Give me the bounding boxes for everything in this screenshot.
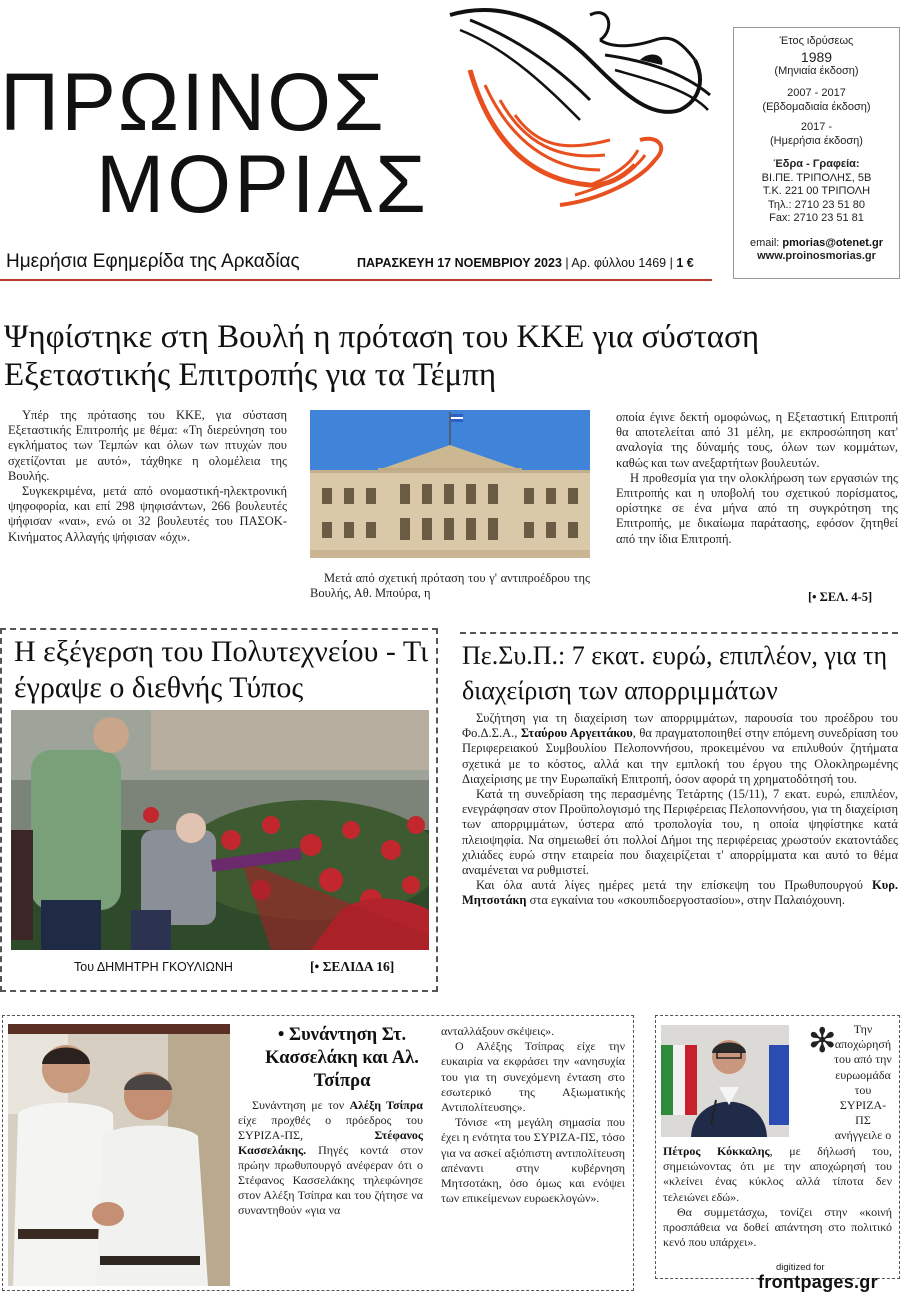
polytechnic-byline: Του ΔΗΜΗΤΡΗ ΓΚΟΥΛΙΩΝΗ [74,960,233,974]
lead-col-3: οποία έγινε δεκτή ομοφώνως, η Εξεταστική Επιτροπή θα αποτελείται από 31 μέλη, με εκπροσώπηση κατ' αναλογία της δύναμής τους, όλων των κομμάτων, καθώς και των ανεξαρτήτων βουλευτών. Η προθεσμία για την ολοκλήρωση των εργασιών της Επιτροπής και η υποβολή του σχετικού πορίσματος, ορίστηκε σε ένα μήνα από τη συγκρότηση της Επιτροπής, με δικαίωμα παράτασης, εφόσον ζητηθεί από την ίδια Επιτροπή. [616,410,898,546]
pesyp-body: Συζήτηση για τη διαχείριση των απορριμμάτων, παρουσία του προέδρου του Φο.Δ.Σ.Α., Σταύρου Αργειτάκου, θα πραγματοποιηθεί στην επόμενη συνεδρίαση του Περιφερειακού Συμβουλίου Πελοποννήσου, προκειμένου να επιλυθούν ζητήματα σχετικά με το κόστος, αλλά και την εμπλοκή του έργου της Ολοκληρωμένης Διαχείρισης με την Ευρωπαϊκή Επιτροπή, όσον αφορά τη χρηματοδότησή του. Κατά τη συνεδρίαση της περασμένης Τετάρτης (15/11), 7 εκατ. ευρώ, επιπλέον, ενεγράφησαν στον Προϋπολογισμό της Περιφέρειας Πελοποννήσου, για τη διαχείριση των απορριμμάτων, ύστερα από τροπολογία του, η οποία ψηφίστηκε κατά πλειοψηφία. Να σημειωθεί ότι πολλοί Δήμοι της περιφέρειας χρωστούν εκατοντάδες χιλιάδες ευρώ στην εταιρεία που διαχειρίζεται τ' απορρίμματα και αυτό το θέμα αναμένεται να ρυθμιστεί. Και όλα αυτά λίγες ημέρες μετά την επίσκεψη του Πρωθυπουργού Κυρ. Μητσοτάκη στα εγκαίνια του «σκουπιδοεργοστασίου», στην Παλαιόχουνη. [462,711,899,908]
pesyp-headline: Πε.Συ.Π.: 7 εκατ. ευρώ, επιπλέον, για τη διαχείριση των απορριμμάτων [462,641,888,705]
polytechnic-photo [11,710,429,950]
lead-page-ref[interactable]: [• ΣΕΛ. 4-5] [808,590,873,604]
parliament-photo [310,410,590,558]
issue-line: ΠΑΡΑΣΚΕΥΗ 17 ΝΟΕΜΒΡΙΟΥ 2023 | Αρ. φύλλου 1469 | 1 € [357,256,694,270]
meeting-headline: • Συνάντηση Στ. Κασσελάκη και Αλ. Τσίπρα [265,1025,419,1091]
lead-col-1: Υπέρ της πρότασης του ΚΚΕ, για σύσταση Εξεταστικής Επιτροπής με θέμα: «Τη διερεύνηση του εγκλήματος των Τεμπών και όλων των πτυχών που σχετίζονται με αυτό», τάχθηκε η ολομέλεια της Βουλής. Συγκεκριμένα, μετά από ονομαστική-ηλεκτρονική ψηφοφορία, και επί 298 ψηφισάντων, 266 βουλευτές ψήφισαν «ναι», ενώ οι 32 βουλευτές του ΠΑΣΟΚ-Κινήματος Αλλαγής ψήφισαν «όχι». [8,408,287,544]
dove-logo [440,0,730,225]
email-link[interactable]: pmorias@otenet.gr [782,236,883,249]
tsipras-kasselakis-photo [8,1024,230,1286]
lead-col-2: Μετά από σχετική πρόταση του γ' αντιπροέδρου της Βουλής, Αθ. Μπούρα, η [310,571,590,601]
masthead-title: ΠΡΩΙΝΟΣ ΜΟΡΙΑΣ [0,57,429,230]
kokkalis-body: Πέτρος Κόκκαλης, με δήλωσή του, σημειώνοντας ότι με την αποχώρησή του «κλείνει ένας κύκλος αλλά τίποτα δεν τελειώνει εδώ». Θα συμμετάσχω, τονίζει στην «κοινή προσπάθεια να δοθεί απάντηση στο πολιτικό κενό που υπάρχει». [663,1144,892,1250]
meeting-col-2: ανταλλάξουν σκέψεις». Ο Αλέξης Τσίπρας είχε την ευκαιρία να εκφράσει την «ανησυχία του για τη συνεχόμενη ένταση στο εσωτερικό της Αξιωματικής Αντιπολίτευσης». Τόνισε «τη μεγάλη σημασία που έχει η ενότητα του ΣΥΡΙΖΑ-ΠΣ, τόσο για να ασκεί αξιόπιστη αντιπολίτευση απέναντι στην κυβέρνηση Μητσοτάκη, όσο όμως και ενόψει των επικείμενων ευρωεκλογών». [441,1024,625,1206]
pesyp-rule [460,632,898,634]
publication-info-box: Έτος ιδρύσεως 1989 (Μηνιαία έκδοση) 2007 - 2017 (Εβδομαδιαία έκδοση) 2017 - (Ημερήσια έκδοση) Έδρα - Γραφεία: ΒΙ.ΠΕ. ΤΡΙΠΟΛΗΣ, 5Β Τ.Κ. 221 00 ΤΡΙΠΟΛΗ Τηλ.: 2710 23 51 80 Fax: 2710 23 51 81 email: pmorias@otenet.gr www.proinosmorias.gr [733,27,900,279]
website-link[interactable]: www.proinosmorias.gr [757,250,876,262]
tagline: Ημερήσια Εφημερίδα της Αρκαδίας [6,251,300,272]
kokkalis-photo [661,1025,789,1137]
polytechnic-page-ref[interactable]: [• ΣΕΛΙΔΑ 16] [310,959,395,974]
asterisk-icon: ✻ [808,1021,837,1061]
watermark-label: digitized for [776,1262,825,1273]
kokkalis-side-text: Την αποχώρησή του από την ευρωομάδα του ΣΥΡΙΖΑ-ΠΣ ανήγγειλε ο [834,1022,892,1143]
watermark: frontpages.gr [758,1272,878,1292]
meeting-col-1: Συνάντηση με τον Αλέξη Τσίπρα είχε προχθές ο πρόεδρος του ΣΥΡΙΖΑ-ΠΣ, Στέφανος Κασσελάκης. Πηγές κοντά στον πρώην πρωθυπουργό ανέφεραν ότι ο Στέφανος Κασσελάκης τηλεφώνησε στον Αλέξη Τσίπρα και του ζήτησε να συναντηθούν «για να [238,1098,423,1217]
polytechnic-headline: Η εξέγερση του Πολυτεχνείου - Τι έγραψε ο διεθνής Τύπος [14,635,429,704]
lead-headline: Ψηφίστηκε στη Βουλή η πρόταση του ΚΚΕ για σύσταση Εξεταστικής Επιτροπής για τα Τέμπη [4,319,760,393]
masthead-rule [0,279,712,281]
